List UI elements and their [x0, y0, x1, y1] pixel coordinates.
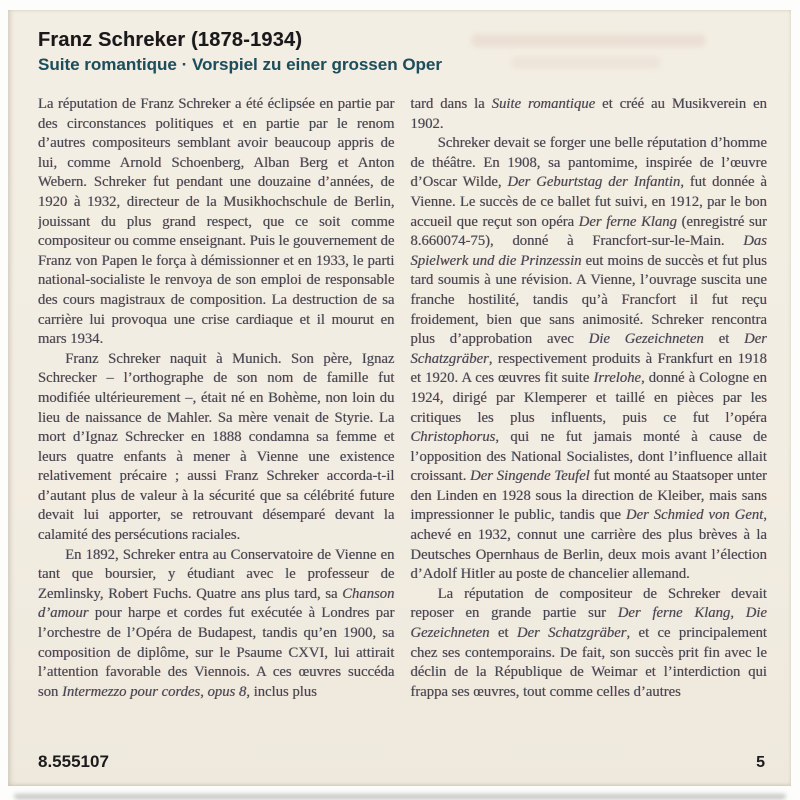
booklet-page — [8, 10, 791, 786]
body-text: , — [200, 683, 208, 700]
page-footer — [38, 752, 765, 772]
page-header — [38, 28, 771, 75]
work-title-italic: Der Schatzgräber — [516, 625, 627, 642]
body-text: tard dans la — [410, 96, 492, 112]
body-text: , achevé en 1932, connut une carrière des plus brèves à la Deutsches Opernhaus de Berlin, deux mois avant l’élection d’Adolf Hitler au poste de chancelier allemand. — [410, 507, 767, 583]
body-paragraph — [38, 546, 395, 703]
work-title-italic: Der ferne Klang — [617, 605, 731, 622]
work-title-italic: Der Geburtstag der Infantin — [507, 174, 681, 191]
body-paragraph — [38, 95, 395, 350]
body-text: et créé au Musikverein en 1902. — [410, 96, 767, 132]
article-body — [38, 95, 767, 738]
work-title-italic: opus 8 — [207, 683, 247, 700]
scan-edge-shadow — [14, 792, 786, 799]
work-title-italic: Christophorus — [410, 429, 496, 446]
body-paragraph — [38, 350, 395, 546]
work-title-italic: Die Gezeichneten — [588, 331, 704, 348]
body-paragraph — [411, 585, 768, 703]
body-text: , — [730, 605, 746, 622]
body-text: pour harpe et cordes fut exécutée à Londres par l’orchestre de l’Opéra de Budapest, tandis qu’en 1900, sa composition de diplôme, sur le Psaume CXVI, lui attirait l’attention favorable des Viennois. A ces œuvres succéda son — [38, 605, 395, 700]
body-text: , fut donnée à Vienne. Le succès de ce ballet fut suivi, en 1912, par le bon accueil que reçut son opéra — [410, 174, 767, 230]
body-text: La réputation de Franz Schreker a été éclipsée en partie par des circonstances politiques et en partie par le renom d’autres compositeurs semblant avoir beaucoup appris de lui, comme Arnold Schoenberg, Alban Berg et Anton Webern. Schreker fut pendant une douzaine d’années, de 1920 à 1932, directeur de la Musikhochschule de Berlin, jouissant du plus grand respect, que ce soit comme compositeur ou comme enseignant. Puis le gouvernement de Franz von Papen le força à démissionner et en 1933, le parti national-socialiste le renvoya de son emploi de responsable des cours magistraux de composition. La destruction de sa carrière lui provoqua une crise cardiaque et il mourut en mars 1934. — [38, 96, 395, 348]
body-text: eut moins de succès et fut plus tard soumis à une révision. A Vienne, l’ouvrage suscita une franche hostilité, tandis qu’à Francfort il fut reçu froidement, bien que sans animosité. Schreker rencontra plus d’approbation avec — [410, 252, 767, 348]
body-text: , respectivement produits à Frankfurt en 1918 et 1920. A ces œuvres fit suite — [410, 350, 767, 387]
work-title-italic: Die Gezeichneten — [410, 605, 767, 642]
page-number: 5 — [756, 754, 765, 771]
body-text: La réputation de compositeur de Schreker devait reposer en grande partie sur — [410, 585, 767, 622]
catalog-number: 8.555107 — [38, 752, 109, 771]
work-title-italic: Irrelohe — [593, 370, 642, 387]
body-text: et — [489, 625, 517, 642]
work-title-italic: Chanson d’amour — [38, 585, 395, 622]
body-text: et — [703, 331, 745, 348]
body-text: En 1892, Schreker entra au Conservatoire de Vienne en tant que boursier, y étudiant avec le professeur de Zemlinsky, Robert Fuchs. Quatre ans plus tard, sa — [38, 546, 395, 602]
page-subtitle: Suite romantique · Vorspiel zu einer grossen Oper — [38, 55, 442, 74]
work-title-italic: Intermezzo pour cordes — [62, 683, 201, 700]
page-title: Franz Schreker (1878-1934) — [38, 29, 303, 51]
body-text: , et ce principalement chez ses contemporains. De fait, son succès prit fin avec le déclin de la République de Weimar et l’interdiction qui frappa ses œuvres, tout comme celles d’autres — [410, 625, 767, 700]
text-column-left — [38, 95, 395, 738]
work-title-italic: Der Singende Teufel — [470, 468, 590, 485]
body-paragraph — [411, 134, 768, 585]
work-title-italic: Der Schatzgräber — [410, 331, 767, 367]
body-text: , donné à Cologne en 1924, dirigé par Klemperer et taillé en pièces par les critiques les plus influents, puis ce fut l’opéra — [410, 370, 767, 426]
work-title-italic: Suite romantique — [491, 96, 596, 112]
body-text: , inclus plus — [246, 683, 317, 700]
body-text: Schreker devait se forger une belle réputation d’homme de théâtre. En 1908, sa pantomime, inspirée de l’œuvre d’Oscar Wilde, — [410, 135, 767, 191]
body-text: fut monté au Staatsoper unter den Linden en 1928 sous la direction de Kleiber, mais sans impressionner le public, tandis que — [410, 468, 767, 524]
body-text: Franz Schreker naquit à Munich. Son père, Ignaz Schrecker – l’orthographe de son nom de famille fut modifiée ultérieurement –, était né en Bohème, non loin du lieu de naissance de Mahler. Sa mère venait de Styrie. La mort d’Ignaz Schrecker en 1888 condamna sa femme et leurs quatre enfants à mener à Vienne une existence relativement précaire ; aussi Franz Schreker accorda-t-il d’autant plus de valeur à la sécurité que sa célébrité future devait lui apporter, se retrouvant désemparé devant la calamité des persécutions raciales. — [38, 350, 395, 544]
body-paragraph — [411, 95, 768, 134]
text-column-right — [411, 95, 768, 738]
work-title-italic: Der ferne Klang — [578, 213, 677, 230]
work-title-italic: Das Spielwerk und die Prinzessin — [410, 233, 767, 269]
body-text: (enregistré sur 8.660074-75), donné à Francfort-sur-le-Main. — [410, 213, 767, 250]
work-title-italic: Der Schmied von Gent — [625, 507, 764, 524]
body-text: , qui ne fut jamais monté à cause de l’opposition des National Socialistes, dont l’influence allait croissant. — [410, 429, 767, 485]
